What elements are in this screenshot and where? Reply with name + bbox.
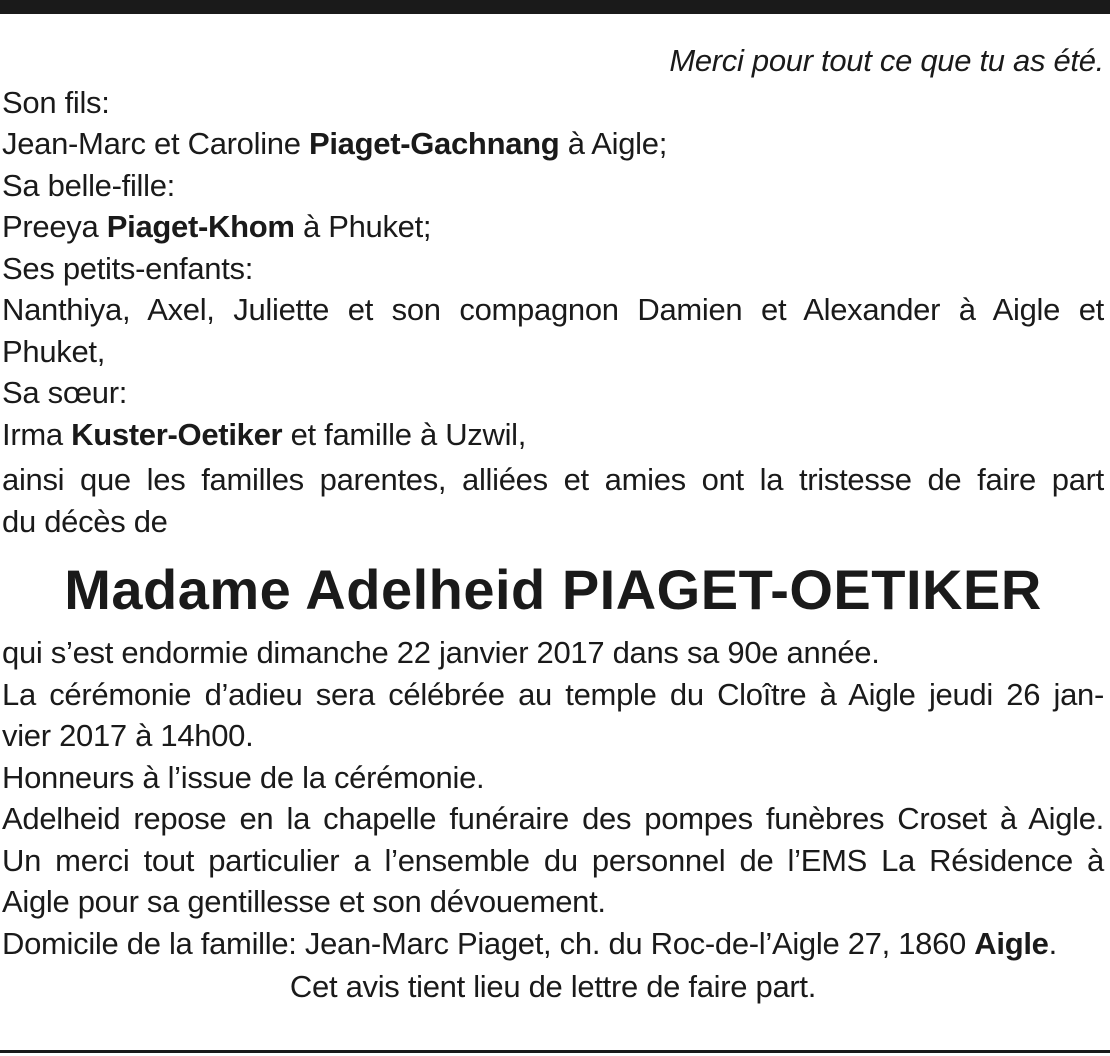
sister-surname: Kuster-Oetiker [71, 416, 283, 452]
announcement-line-1: ainsi que les familles parentes, alliées et amies ont la tristesse de faire part [2, 462, 1104, 497]
grandchildren-label: Ses petits-enfants: [2, 250, 254, 286]
thanks-line-1: Un merci tout particulier a l’ensemble du personnel de l’EMS La Résidence à [2, 842, 1104, 878]
daughter-in-law-surname: Piaget-Khom [106, 209, 295, 244]
son-entry [2, 123, 1104, 165]
domicile-address: Domicile de la famille: Jean-Marc Piaget, ch. du Roc-de-l’Aigle 27, 1860 [2, 925, 975, 961]
domicile-end: . [1048, 925, 1057, 961]
passing-date: qui s’est endormie dimanche 22 janvier 2017 dans sa 90e année. [2, 635, 880, 670]
top-border-bar [0, 0, 1110, 14]
daughter-in-law-place: à Phuket; [294, 209, 432, 244]
bottom-border-rule [0, 1050, 1110, 1053]
announcement-line-2: du décès de [2, 503, 168, 539]
son-surname: Piaget-Gachnang [308, 126, 560, 161]
grandchildren-line-1: Nanthiya, Axel, Juliette et son compagnon Damien et Alexander à Aigle et [2, 292, 1104, 327]
daughter-in-law-name: Preeya [2, 209, 107, 244]
daughter-in-law-entry [2, 206, 1104, 248]
motto: Merci pour tout ce que tu as été. [669, 43, 1104, 78]
son-label: Son fils: [2, 84, 110, 120]
son-names: Jean-Marc et Caroline [2, 126, 309, 161]
deceased-name: Madame Adelheid PIAGET-OETIKER [64, 558, 1042, 621]
sister-entry [2, 414, 1104, 456]
closing-note: Cet avis tient lieu de lettre de faire part. [289, 969, 817, 1004]
thanks-line-2: Aigle pour sa gentillesse et son dévouement. [2, 884, 606, 919]
sister-label: Sa sœur: [2, 375, 128, 410]
sister-name: Irma [2, 416, 72, 452]
son-place: à Aigle; [559, 126, 668, 161]
family-domicile [2, 923, 1104, 965]
resting-place: Adelheid repose en la chapelle funéraire des pompes funèbres Croset à Aigle. [2, 801, 1104, 836]
domicile-town: Aigle [974, 925, 1049, 961]
daughter-in-law-label: Sa belle-fille: [2, 167, 175, 203]
honours: Honneurs à l’issue de la cérémonie. [2, 759, 485, 795]
sister-place: et famille à Uzwil, [282, 416, 527, 452]
obituary-notice [2, 40, 1104, 1008]
ceremony-line-1: La cérémonie d’adieu sera célébrée au temple du Cloître à Aigle jeudi 26 jan- [2, 676, 1104, 712]
grandchildren-line-2: Phuket, [2, 333, 106, 369]
ceremony-line-2: vier 2017 à 14h00. [2, 718, 254, 753]
